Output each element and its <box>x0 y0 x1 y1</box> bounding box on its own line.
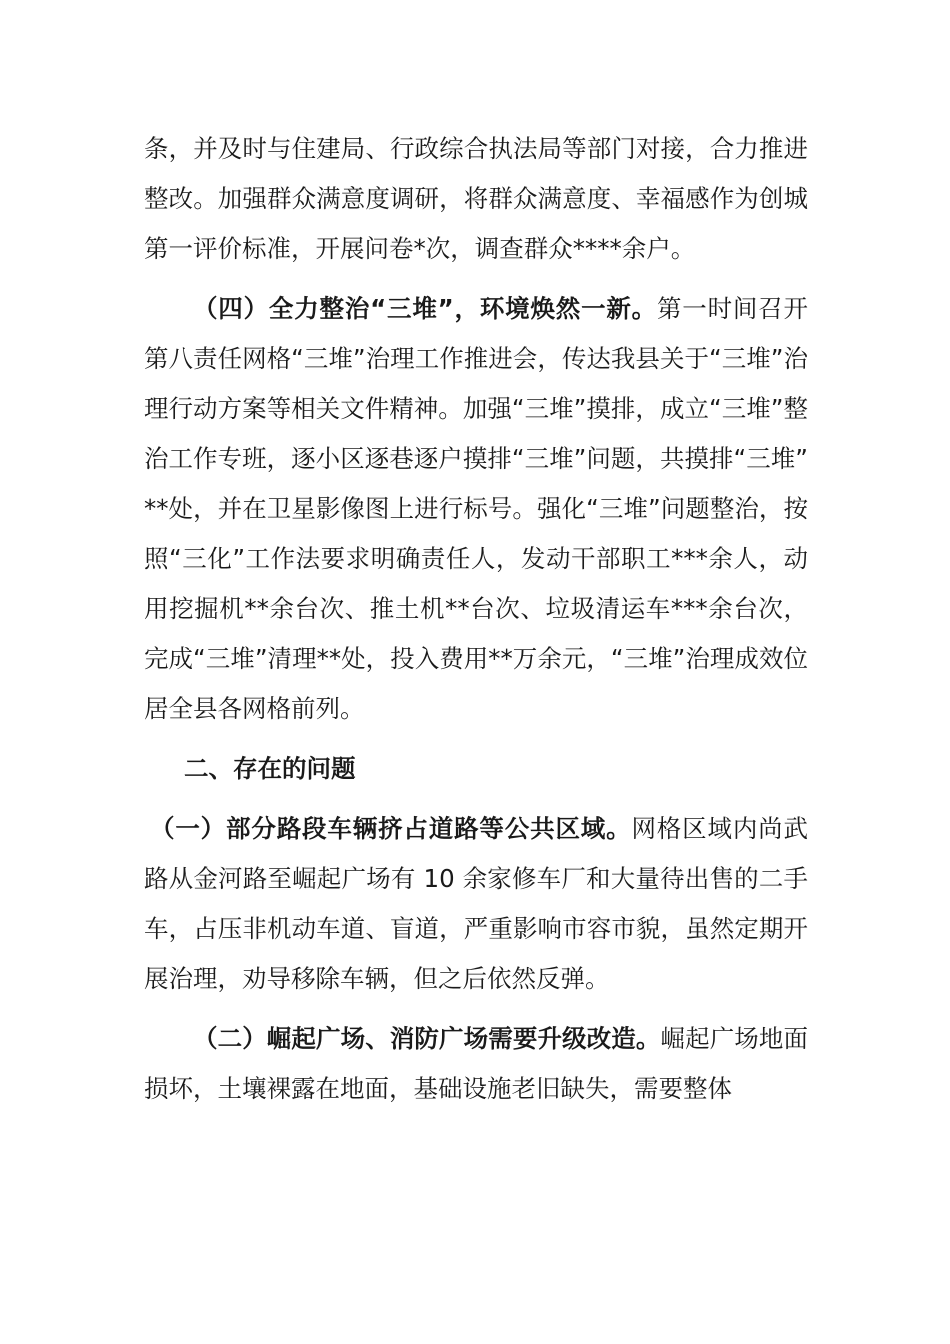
document-body <box>144 124 808 1114</box>
paragraph-lead-heading: （一）部分路段车辆挤占道路等公共区域。 <box>150 814 632 843</box>
paragraph-text: 条，并及时与住建局、行政综合执法局等部门对接，合力推进整改。加强群众满意度调研，将群众满意度、幸福感作为创城第一评价标准，开展问卷*次，调查群众****余户。 <box>144 134 808 263</box>
paragraph-lead-heading: （二）崛起广场、消防广场需要升级改造。 <box>193 1024 661 1053</box>
paragraph-spacer <box>144 274 808 284</box>
paragraph-continuation <box>144 124 808 274</box>
paragraph-spacer <box>144 734 808 744</box>
paragraph-issue-one <box>144 804 808 1004</box>
paragraph-lead-heading: （四）全力整治“三堆”，环境焕然一新。 <box>193 294 657 323</box>
paragraph-text: 崛起广场地面损坏，土壤裸露在地面，基础设施老旧缺失，需要整体 <box>144 1024 809 1103</box>
paragraph-spacer <box>144 794 808 804</box>
paragraph-text: 第一时间召开第八责任网格“三堆”治理工作推进会，传达我县关于“三堆”治理行动方案等相关文件精神。加强“三堆”摸排，成立“三堆”整治工作专班，逐小区逐巷逐户摸排“三堆”问题，共摸排“三堆”**处，并在卫星影像图上进行标号。强化“三堆”问题整治，按照“三化”工作法要求明确责任人，发动干部职工***余人，动用挖掘机**余台次、推土机**台次、垃圾清运车***余台次，完成“三堆”清理**处，投入费用**万余元，“三堆”治理成效位居全县各网格前列。 <box>144 294 809 723</box>
paragraph-spacer <box>144 1004 808 1014</box>
paragraph-text: 网格区域内尚武路从金河路至崛起广场有 10 余家修车厂和大量待出售的二手车，占压非机动车道、盲道，严重影响市容市貌，虽然定期开展治理，劝导移除车辆，但之后依然反弹。 <box>144 814 809 993</box>
paragraph-section-four <box>144 284 808 734</box>
section-heading: 二、存在的问题 <box>184 754 356 783</box>
paragraph-issue-two <box>144 1014 808 1114</box>
